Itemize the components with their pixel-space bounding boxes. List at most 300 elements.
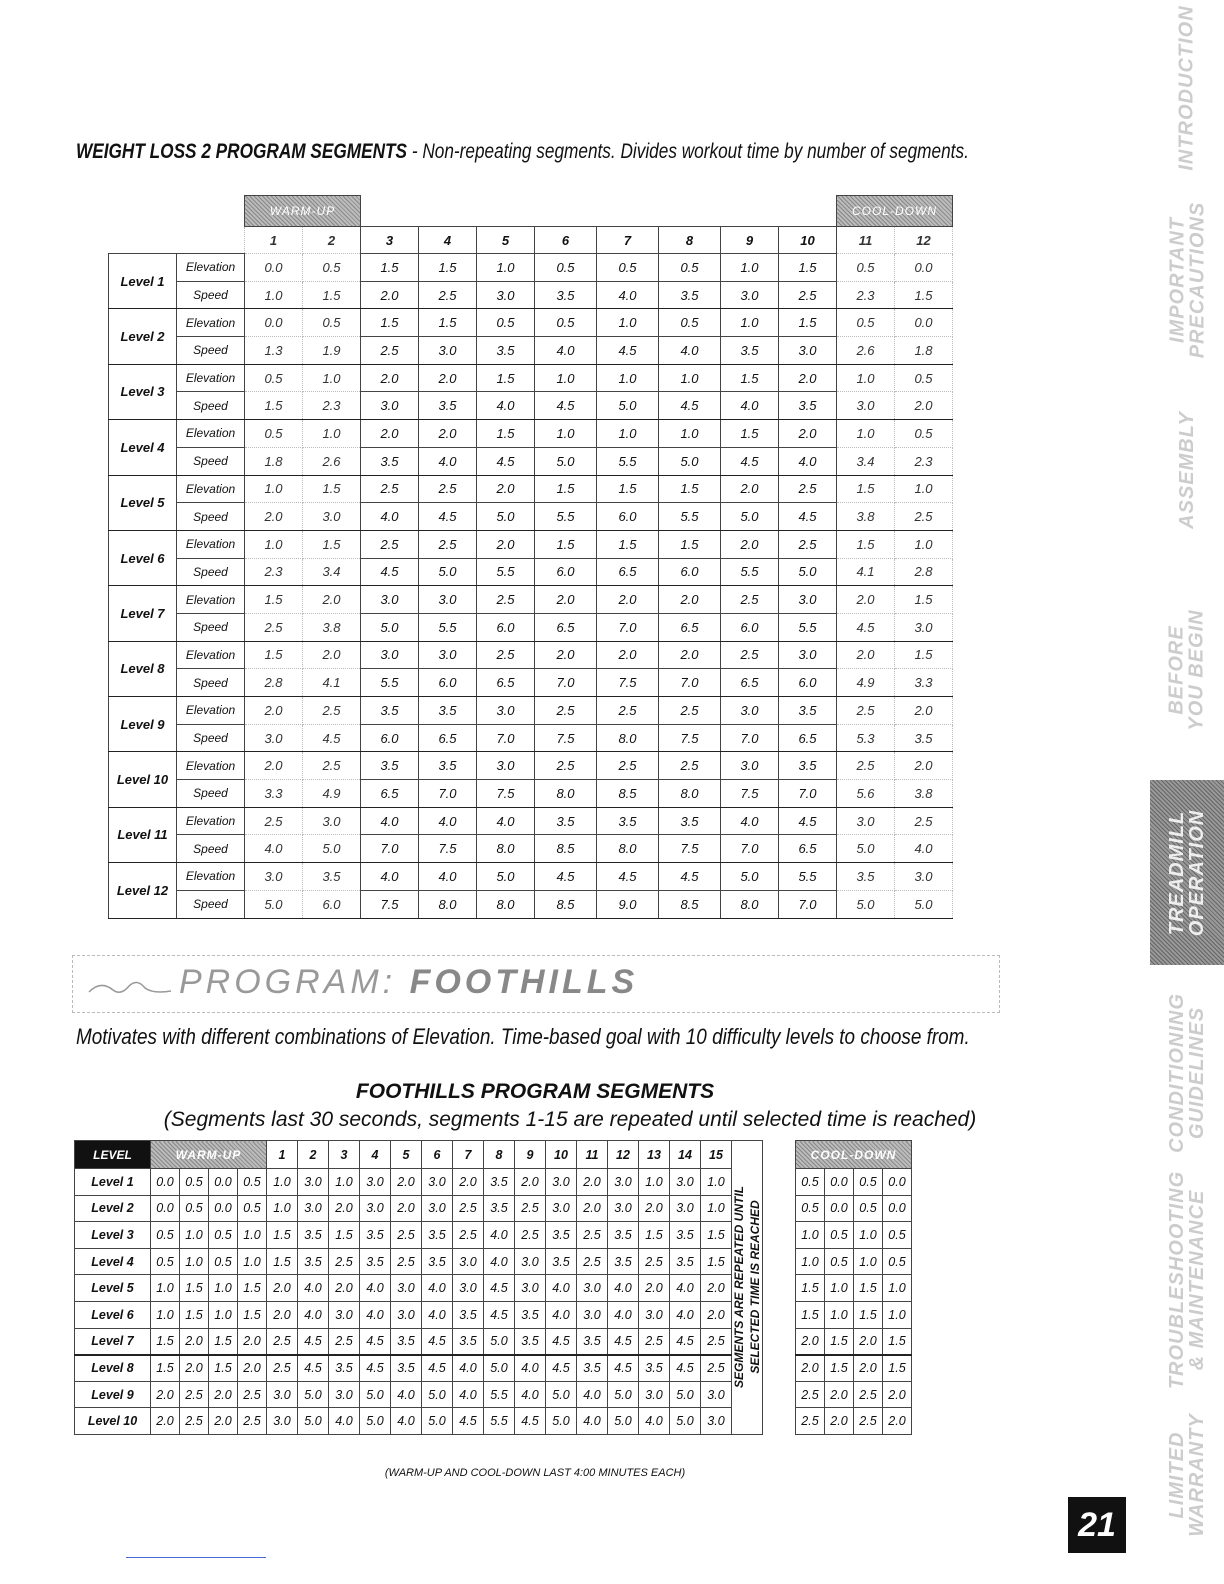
- wl-elevation-value: 0.5: [895, 364, 953, 392]
- wl-speed-label: Speed: [177, 447, 245, 475]
- wl-speed-value: 8.0: [659, 780, 721, 808]
- side-tab-line1: INTRODUCTION: [1176, 5, 1199, 171]
- wl-level-label: Level 7: [109, 586, 177, 641]
- wl-speed-row: [109, 447, 953, 475]
- wl-speed-value: 6.5: [659, 613, 721, 641]
- ft-level-label: Level 10: [75, 1408, 151, 1435]
- wl-elevation-value: 2.0: [361, 420, 419, 448]
- wl-speed-value: 7.5: [659, 724, 721, 752]
- wl-segment-number: 11: [837, 227, 895, 254]
- ft-cooldown-value: 1.5: [883, 1355, 912, 1382]
- ft-segment-value: 5.0: [298, 1408, 329, 1435]
- wl-speed-value: 7.0: [721, 724, 779, 752]
- wl-level-label: Level 8: [109, 641, 177, 696]
- ft-segment-number: 8: [484, 1141, 515, 1169]
- ft-repeat-note: [732, 1141, 763, 1435]
- wl-elevation-value: 3.5: [361, 752, 419, 780]
- wl-elevation-value: 1.5: [419, 309, 477, 337]
- wl-elevation-value: 0.5: [535, 254, 597, 282]
- wl-elevation-value: 1.5: [597, 475, 659, 503]
- wl-elevation-value: 4.5: [659, 863, 721, 891]
- ft-level-label: Level 1: [75, 1169, 151, 1196]
- side-tab[interactable]: [1150, 980, 1224, 1165]
- wl-elevation-row: [109, 420, 953, 448]
- ft-segment-value: 4.0: [670, 1275, 701, 1302]
- wl-speed-value: 6.5: [721, 669, 779, 697]
- wl-elevation-value: 1.5: [659, 475, 721, 503]
- ft-repeat-note-text: [731, 1186, 763, 1388]
- ft-level-label: Level 2: [75, 1195, 151, 1222]
- side-tab[interactable]: [1150, 1170, 1224, 1390]
- ft-segment-number: 2: [298, 1141, 329, 1169]
- wl-warmup-header: WARM-UP: [245, 196, 361, 227]
- ft-segment-value: 5.0: [608, 1381, 639, 1408]
- wl-speed-value: 4.0: [895, 835, 953, 863]
- ft-cooldown-value: 2.5: [854, 1408, 883, 1435]
- foothills-table: [74, 1140, 912, 1435]
- ft-segment-value: 3.5: [391, 1328, 422, 1355]
- side-tab-line1: ASSEMBLY: [1176, 411, 1199, 529]
- ft-cooldown-value: 0.0: [883, 1195, 912, 1222]
- wl-elevation-value: 5.5: [779, 863, 837, 891]
- wl-elevation-label: Elevation: [177, 420, 245, 448]
- side-tab[interactable]: [1150, 185, 1224, 375]
- wl-speed-value: 5.0: [477, 503, 535, 531]
- wl-elevation-label: Elevation: [177, 309, 245, 337]
- wl-elevation-value: 2.0: [659, 641, 721, 669]
- wl-speed-value: 3.0: [895, 613, 953, 641]
- ft-cooldown-value: 0.5: [854, 1169, 883, 1196]
- ft-segment-value: 4.0: [608, 1275, 639, 1302]
- ft-segment-value: 3.0: [391, 1301, 422, 1328]
- side-tab[interactable]: [1150, 780, 1224, 965]
- side-tab-line1: BEFORE: [1166, 625, 1188, 715]
- side-tab[interactable]: [1150, 385, 1224, 555]
- wl-speed-label: Speed: [177, 835, 245, 863]
- wl-speed-value: 5.5: [419, 613, 477, 641]
- wl-elevation-value: 0.5: [597, 254, 659, 282]
- ft-segment-number: 6: [422, 1141, 453, 1169]
- wl-elevation-value: 0.5: [659, 254, 721, 282]
- ft-cooldown-value: 0.0: [883, 1169, 912, 1196]
- ft-segment-value: 1.5: [267, 1222, 298, 1249]
- ft-warmup-value: 1.0: [180, 1248, 209, 1275]
- ft-segment-value: 3.0: [608, 1169, 639, 1196]
- wl-speed-value: 5.0: [535, 447, 597, 475]
- ft-segment-value: 1.5: [701, 1248, 732, 1275]
- wl-speed-value: 5.5: [535, 503, 597, 531]
- wl-speed-value: 2.8: [895, 558, 953, 586]
- wl-speed-value: 7.5: [659, 835, 721, 863]
- ft-cooldown-value: 1.5: [825, 1328, 854, 1355]
- wl-elevation-value: 3.0: [721, 697, 779, 725]
- ft-segment-value: 3.5: [546, 1222, 577, 1249]
- wl-elevation-value: 1.5: [535, 475, 597, 503]
- wl-speed-value: 4.0: [535, 337, 597, 365]
- ft-segment-value: 3.0: [639, 1381, 670, 1408]
- wl-speed-value: 5.6: [837, 780, 895, 808]
- ft-cooldown-value: 1.5: [796, 1301, 825, 1328]
- wl-speed-value: 3.5: [361, 447, 419, 475]
- wl-speed-value: 3.0: [837, 392, 895, 420]
- ft-warmup-value: 0.0: [151, 1169, 180, 1196]
- wl-elevation-value: 1.0: [597, 364, 659, 392]
- wl-elevation-value: 0.5: [837, 309, 895, 337]
- wl-speed-value: 3.0: [477, 281, 535, 309]
- wl-speed-label: Speed: [177, 503, 245, 531]
- wl-speed-value: 1.3: [245, 337, 303, 365]
- ft-segment-value: 3.5: [670, 1222, 701, 1249]
- ft-cooldown-value: 0.0: [825, 1195, 854, 1222]
- wl-speed-value: 8.0: [535, 780, 597, 808]
- ft-segment-number: 15: [701, 1141, 732, 1169]
- ft-segment-value: 3.0: [360, 1195, 391, 1222]
- ft-segment-value: 2.0: [515, 1169, 546, 1196]
- side-tab-line1: TROUBLESHOOTING: [1166, 1170, 1188, 1390]
- ft-segment-value: 2.5: [701, 1355, 732, 1382]
- wl-elevation-value: 1.0: [535, 420, 597, 448]
- wl-elevation-value: 1.0: [303, 364, 361, 392]
- ft-warmup-value: 2.0: [151, 1381, 180, 1408]
- ft-segment-value: 4.0: [298, 1301, 329, 1328]
- ft-segment-value: 4.0: [422, 1275, 453, 1302]
- foothills-description: Motivates with different combinations of Elevation. Time-based goal with 10 difficulty levels to choose from.: [76, 1024, 970, 1049]
- ft-segment-value: 4.0: [515, 1381, 546, 1408]
- ft-segment-value: 2.5: [515, 1222, 546, 1249]
- ft-segment-value: 2.5: [453, 1222, 484, 1249]
- side-tab-line1: CONDITIONING: [1166, 992, 1188, 1153]
- ft-segment-value: 1.0: [329, 1169, 360, 1196]
- wl-speed-value: 6.0: [659, 558, 721, 586]
- ft-segment-number: 11: [577, 1141, 608, 1169]
- ft-segment-number: 9: [515, 1141, 546, 1169]
- ft-segment-value: 3.5: [484, 1169, 515, 1196]
- ft-segment-value: 2.5: [639, 1328, 670, 1355]
- ft-warmup-value: 1.0: [209, 1275, 238, 1302]
- wl-speed-value: 5.5: [659, 503, 721, 531]
- ft-segment-value: 5.0: [422, 1381, 453, 1408]
- wl-speed-row: [109, 613, 953, 641]
- side-tab-line1: LIMITED: [1166, 1431, 1189, 1519]
- wl-elevation-row: [109, 641, 953, 669]
- wl-speed-value: 7.5: [721, 780, 779, 808]
- wl-speed-value: 7.0: [361, 835, 419, 863]
- wl-elevation-value: 2.5: [419, 530, 477, 558]
- wl-speed-value: 8.5: [659, 890, 721, 918]
- wl-elevation-value: 2.5: [303, 697, 361, 725]
- wl-elevation-row: [109, 586, 953, 614]
- wl-speed-value: 7.0: [659, 669, 721, 697]
- wl-segment-number: 9: [721, 227, 779, 254]
- wl-elevation-label: Elevation: [177, 364, 245, 392]
- ft-segment-value: 4.5: [546, 1328, 577, 1355]
- weight-loss-heading: [76, 140, 969, 164]
- wl-speed-value: 8.0: [419, 890, 477, 918]
- ft-segment-value: 3.0: [360, 1169, 391, 1196]
- wl-speed-value: 6.0: [721, 613, 779, 641]
- ft-cooldown-value: 2.0: [796, 1328, 825, 1355]
- wl-speed-value: 6.5: [477, 669, 535, 697]
- ft-repeat-note-line2: SELECTED TIME IS REACHED: [748, 1200, 762, 1375]
- wl-elevation-value: 3.5: [361, 697, 419, 725]
- wl-speed-value: 6.0: [535, 558, 597, 586]
- wl-elevation-row: [109, 475, 953, 503]
- ft-header-row: [75, 1141, 912, 1169]
- wl-speed-value: 5.0: [837, 835, 895, 863]
- foothills-table-subtitle: (Segments last 30 seconds, segments 1-15 are repeated until selected time is reached): [163, 1108, 977, 1131]
- wl-speed-value: 4.5: [535, 392, 597, 420]
- wl-speed-value: 5.3: [837, 724, 895, 752]
- wl-elevation-value: 2.0: [721, 475, 779, 503]
- wl-segment-number: 8: [659, 227, 721, 254]
- ft-segment-value: 4.0: [391, 1381, 422, 1408]
- wl-elevation-value: 1.0: [721, 254, 779, 282]
- ft-segment-value: 4.0: [484, 1248, 515, 1275]
- ft-segment-value: 3.0: [329, 1381, 360, 1408]
- wl-speed-value: 4.0: [597, 281, 659, 309]
- foothills-table-title: FOOTHILLS PROGRAM SEGMENTS: [355, 1080, 715, 1103]
- wl-speed-row: [109, 392, 953, 420]
- ft-segment-value: 3.0: [577, 1275, 608, 1302]
- ft-cooldown-value: 1.0: [796, 1248, 825, 1275]
- ft-segment-value: 4.0: [670, 1301, 701, 1328]
- ft-segment-value: 2.5: [577, 1248, 608, 1275]
- ft-cooldown-value: 1.0: [796, 1222, 825, 1249]
- ft-segment-value: 2.5: [391, 1222, 422, 1249]
- ft-warmup-value: 2.5: [238, 1381, 267, 1408]
- wl-elevation-value: 0.5: [895, 420, 953, 448]
- ft-segment-value: 3.5: [515, 1301, 546, 1328]
- ft-segment-value: 3.0: [422, 1195, 453, 1222]
- wl-elevation-value: 3.0: [779, 641, 837, 669]
- ft-segment-value: 4.5: [298, 1355, 329, 1382]
- ft-segment-value: 5.0: [484, 1355, 515, 1382]
- wl-speed-value: 3.8: [895, 780, 953, 808]
- wl-elevation-value: 3.0: [419, 586, 477, 614]
- wl-elevation-value: 1.5: [245, 641, 303, 669]
- ft-segment-value: 1.5: [701, 1222, 732, 1249]
- wl-elevation-value: 0.5: [477, 309, 535, 337]
- wl-elevation-value: 4.0: [419, 807, 477, 835]
- wl-elevation-value: 1.0: [837, 364, 895, 392]
- wl-speed-label: Speed: [177, 558, 245, 586]
- program-banner-prefix: PROGRAM:: [179, 963, 410, 1001]
- wl-elevation-value: 3.0: [477, 697, 535, 725]
- ft-segment-value: 2.0: [267, 1275, 298, 1302]
- wl-speed-value: 7.5: [477, 780, 535, 808]
- wl-speed-value: 3.3: [895, 669, 953, 697]
- wl-speed-value: 5.5: [361, 669, 419, 697]
- wl-speed-value: 7.0: [535, 669, 597, 697]
- ft-segment-value: 4.5: [360, 1355, 391, 1382]
- ft-segment-value: 4.5: [608, 1355, 639, 1382]
- ft-segment-value: 3.0: [546, 1195, 577, 1222]
- ft-segment-value: 2.5: [267, 1328, 298, 1355]
- wl-elevation-value: 2.5: [477, 641, 535, 669]
- ft-cooldown-value: 2.0: [883, 1408, 912, 1435]
- side-tab[interactable]: [1150, 580, 1224, 760]
- ft-segment-value: 1.5: [267, 1248, 298, 1275]
- wl-speed-value: 4.5: [837, 613, 895, 641]
- ft-segment-value: 2.5: [577, 1222, 608, 1249]
- ft-segment-value: 4.0: [329, 1408, 360, 1435]
- wl-speed-value: 7.0: [419, 780, 477, 808]
- ft-segment-number: 4: [360, 1141, 391, 1169]
- wl-elevation-value: 2.0: [895, 697, 953, 725]
- program-banner-name: FOOTHILLS: [409, 963, 639, 1001]
- ft-cooldown-value: 2.0: [796, 1355, 825, 1382]
- ft-warmup-value: 2.0: [151, 1408, 180, 1435]
- wl-speed-value: 8.5: [535, 890, 597, 918]
- wl-speed-value: 2.0: [895, 392, 953, 420]
- ft-segment-value: 3.5: [391, 1355, 422, 1382]
- wl-segment-row: [109, 227, 953, 254]
- wl-elevation-value: 1.5: [535, 530, 597, 558]
- wl-elevation-value: 3.5: [303, 863, 361, 891]
- wl-elevation-value: 2.0: [837, 641, 895, 669]
- wl-speed-value: 8.0: [721, 890, 779, 918]
- ft-segment-value: 4.0: [577, 1408, 608, 1435]
- wl-speed-value: 4.0: [361, 503, 419, 531]
- wl-elevation-value: 3.5: [419, 697, 477, 725]
- wl-speed-label: Speed: [177, 780, 245, 808]
- wl-elevation-value: 1.5: [895, 641, 953, 669]
- wl-speed-value: 6.0: [477, 613, 535, 641]
- ft-level-header: LEVEL: [75, 1141, 151, 1169]
- foothills-footer-note: (WARM-UP AND COOL-DOWN LAST 4:00 MINUTES EACH): [384, 1467, 686, 1479]
- ft-segment-value: 5.0: [360, 1408, 391, 1435]
- wl-speed-value: 2.8: [245, 669, 303, 697]
- side-tab-line2: & MAINTENANCE: [1186, 1189, 1208, 1371]
- side-tab-label: [1167, 1413, 1207, 1537]
- side-tab-label: [1167, 1171, 1207, 1389]
- wl-elevation-label: Elevation: [177, 641, 245, 669]
- ft-segment-value: 2.0: [577, 1169, 608, 1196]
- ft-warmup-value: 1.5: [209, 1328, 238, 1355]
- wl-speed-row: [109, 890, 953, 918]
- wl-speed-value: 5.0: [837, 890, 895, 918]
- ft-segment-value: 1.0: [639, 1169, 670, 1196]
- wl-speed-value: 5.0: [779, 558, 837, 586]
- ft-cooldown-value: 2.5: [854, 1381, 883, 1408]
- ft-cooldown-value: 1.0: [825, 1275, 854, 1302]
- wl-speed-label: Speed: [177, 392, 245, 420]
- ft-segment-value: 3.5: [515, 1328, 546, 1355]
- wl-speed-value: 5.0: [895, 890, 953, 918]
- ft-segment-value: 3.5: [453, 1301, 484, 1328]
- ft-cooldown-value: 1.5: [854, 1275, 883, 1302]
- wl-elevation-value: 1.0: [895, 475, 953, 503]
- ft-cooldown-value: 0.0: [825, 1169, 854, 1196]
- ft-segment-value: 4.5: [298, 1328, 329, 1355]
- wl-speed-value: 4.5: [659, 392, 721, 420]
- side-tab[interactable]: [1150, 5, 1224, 171]
- ft-cooldown-value: 0.5: [883, 1248, 912, 1275]
- ft-warmup-value: 0.5: [151, 1248, 180, 1275]
- wl-segment-number: 5: [477, 227, 535, 254]
- wl-speed-value: 5.0: [597, 392, 659, 420]
- wl-elevation-value: 0.0: [245, 309, 303, 337]
- wl-speed-value: 6.0: [303, 890, 361, 918]
- wl-blank-cell: [109, 196, 245, 227]
- ft-segment-value: 3.0: [298, 1195, 329, 1222]
- wl-segment-number: 10: [779, 227, 837, 254]
- ft-warmup-value: 1.5: [180, 1275, 209, 1302]
- wl-segment-number: 7: [597, 227, 659, 254]
- wl-speed-value: 1.0: [245, 281, 303, 309]
- wl-speed-value: 4.1: [303, 669, 361, 697]
- ft-level-label: Level 4: [75, 1248, 151, 1275]
- ft-segment-value: 3.0: [453, 1248, 484, 1275]
- wl-speed-value: 5.0: [659, 447, 721, 475]
- wl-speed-value: 7.5: [597, 669, 659, 697]
- ft-level-label: Level 7: [75, 1328, 151, 1355]
- ft-warmup-header: WARM-UP: [151, 1141, 267, 1169]
- page-number: 21: [1068, 1497, 1126, 1553]
- wl-speed-value: 7.5: [361, 890, 419, 918]
- ft-warmup-value: 1.5: [238, 1275, 267, 1302]
- side-tab-label: [1167, 609, 1207, 730]
- ft-segment-value: 2.5: [391, 1248, 422, 1275]
- wl-speed-value: 7.0: [779, 780, 837, 808]
- ft-segment-number: 10: [546, 1141, 577, 1169]
- ft-segment-value: 2.5: [267, 1355, 298, 1382]
- wl-speed-value: 4.5: [419, 503, 477, 531]
- ft-warmup-value: 1.5: [209, 1355, 238, 1382]
- wl-level-label: Level 6: [109, 530, 177, 585]
- wl-elevation-value: 2.5: [659, 697, 721, 725]
- wl-speed-value: 6.5: [779, 835, 837, 863]
- wl-speed-value: 1.5: [895, 281, 953, 309]
- wl-elevation-value: 2.0: [477, 475, 535, 503]
- ft-segment-value: 5.5: [484, 1408, 515, 1435]
- wl-elevation-row: [109, 752, 953, 780]
- wl-speed-value: 1.9: [303, 337, 361, 365]
- ft-warmup-value: 1.0: [238, 1248, 267, 1275]
- wl-speed-value: 6.0: [361, 724, 419, 752]
- ft-warmup-value: 1.5: [151, 1328, 180, 1355]
- wl-elevation-value: 0.5: [303, 309, 361, 337]
- ft-segment-value: 4.0: [577, 1381, 608, 1408]
- side-tab[interactable]: [1150, 1395, 1224, 1555]
- wl-elevation-value: 2.5: [597, 752, 659, 780]
- ft-segment-value: 3.0: [701, 1381, 732, 1408]
- wl-speed-value: 2.6: [303, 447, 361, 475]
- wl-elevation-value: 1.5: [721, 364, 779, 392]
- wl-elevation-value: 1.5: [477, 364, 535, 392]
- wl-elevation-value: 2.5: [779, 475, 837, 503]
- ft-segment-value: 4.5: [546, 1355, 577, 1382]
- ft-segment-number: 1: [267, 1141, 298, 1169]
- wl-speed-value: 3.5: [535, 281, 597, 309]
- ft-segment-value: 4.5: [484, 1275, 515, 1302]
- side-tab-label: [1177, 5, 1197, 170]
- ft-segment-value: 4.5: [422, 1355, 453, 1382]
- ft-segment-value: 3.0: [608, 1195, 639, 1222]
- wl-speed-value: 3.0: [779, 337, 837, 365]
- wl-elevation-row: [109, 364, 953, 392]
- ft-segment-value: 3.0: [298, 1169, 329, 1196]
- ft-segment-value: 1.0: [267, 1195, 298, 1222]
- ft-warmup-value: 1.0: [180, 1222, 209, 1249]
- wl-elevation-row: [109, 807, 953, 835]
- wl-segment-number: 12: [895, 227, 953, 254]
- wl-speed-value: 8.5: [535, 835, 597, 863]
- wl-elevation-value: 0.5: [837, 254, 895, 282]
- program-banner: [72, 955, 1000, 1013]
- ft-segment-value: 4.0: [546, 1275, 577, 1302]
- wl-speed-value: 2.0: [361, 281, 419, 309]
